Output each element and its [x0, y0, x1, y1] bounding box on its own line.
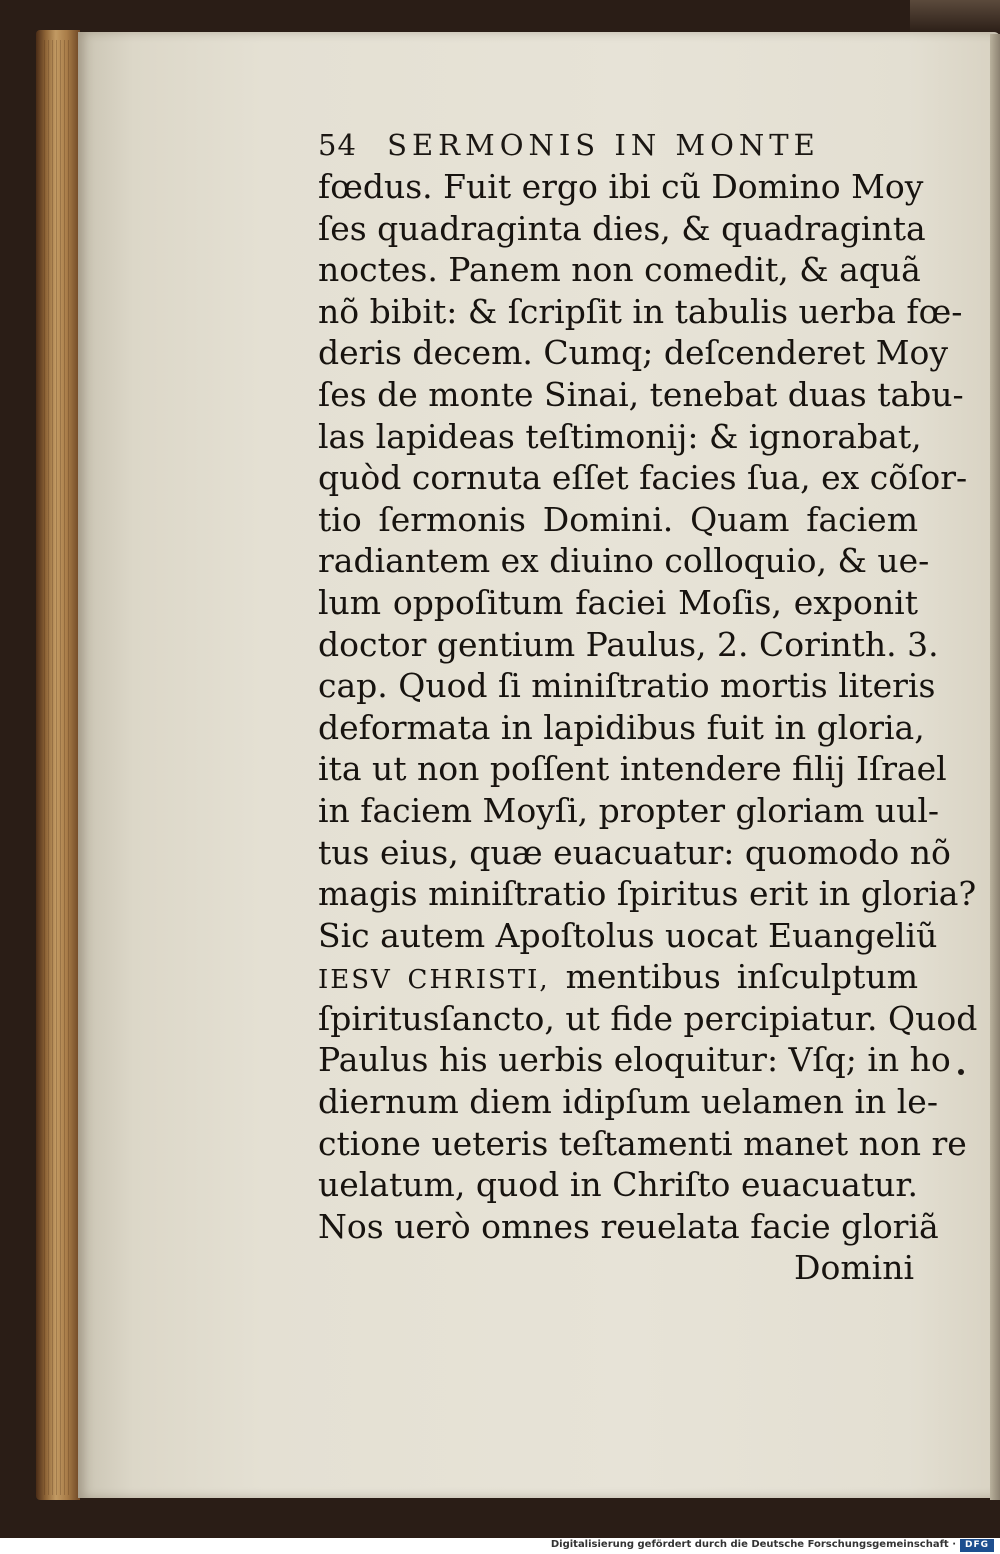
dfg-logo: DFG [960, 1539, 994, 1552]
running-head [318, 128, 858, 166]
text-line: ſes de monte Sinai, tenebat duas tabu- [318, 374, 964, 414]
text-line: radiantem ex diuino colloquio, & ue- [318, 541, 930, 581]
text-line: las lapideas teſtimonij: & ignorabat, [318, 416, 922, 456]
smallcaps-name: IESV CHRISTI, [318, 965, 550, 996]
text-line: doctor gentium Paulus, 2. Corinth. 3. [318, 624, 939, 664]
body-text [318, 166, 978, 1289]
text-line: in faciem Moyſi, propter gloriam uul- [318, 790, 940, 830]
digitization-credit: Digitalisierung gefördert durch die Deutsche Forschungsgemeinschaft · [550, 1539, 956, 1550]
text-line: Nos uerò omnes reuelata facie gloriã [318, 1206, 939, 1246]
text-line: tus eius, quæ euacuatur: quomodo nõ [318, 832, 951, 872]
text-line: tio ſermonis Domini. Quam faciem [318, 499, 918, 539]
text-line: ſpiritusſancto, ut fide percipiatur. Quod [318, 998, 978, 1038]
running-title: SERMONIS IN MONTE [387, 128, 820, 162]
text-line: quòd cornuta eſſet facies ſua, ex cõſor- [318, 458, 968, 498]
text-line-tail: mentibus inſculptum [565, 957, 918, 997]
facing-page-edge [990, 34, 1000, 1500]
text-line: diernum diem idipſum uelamen in le- [318, 1082, 938, 1122]
catchword: Domini [794, 1248, 914, 1288]
scan-corner [910, 0, 1000, 34]
ink-speck [958, 1069, 964, 1075]
text-line: nõ bibit: & ſcripſit in tabulis uerba fœ- [318, 291, 963, 331]
text-line: lum oppoſitum faciei Moſis, exponit [318, 582, 918, 622]
text-line: fœdus. Fuit ergo ibi cũ Domino Moy [318, 167, 924, 206]
page-edge-texture [44, 40, 72, 1495]
text-line: Sic autem Apoſtolus uocat Euangeliũ [318, 915, 938, 955]
text-line: uelatum, quod in Chriſto euacuatur. [318, 1165, 918, 1205]
text-line: noctes. Panem non comedit, & aquã [318, 250, 921, 290]
page-number: 54 [318, 128, 357, 162]
text-line: Paulus his uerbis eloquitur: Vſq; in ho [318, 1040, 951, 1080]
text-line [318, 956, 918, 998]
text-line: ita ut non poſſent intendere filij Iſrael [318, 749, 947, 789]
text-line: ctione ueteris teſtamenti manet non re [318, 1123, 967, 1163]
text-line: magis miniſtratio ſpiritus erit in gloria? [318, 874, 977, 914]
text-line: deris decem. Cumq; deſcenderet Moy [318, 333, 949, 373]
text-line: ſes quadraginta dies, & quadraginta [318, 208, 926, 248]
text-line: deformata in lapidibus fuit in gloria, [318, 707, 925, 747]
text-line: cap. Quod ſi miniſtratio mortis literis [318, 666, 936, 706]
